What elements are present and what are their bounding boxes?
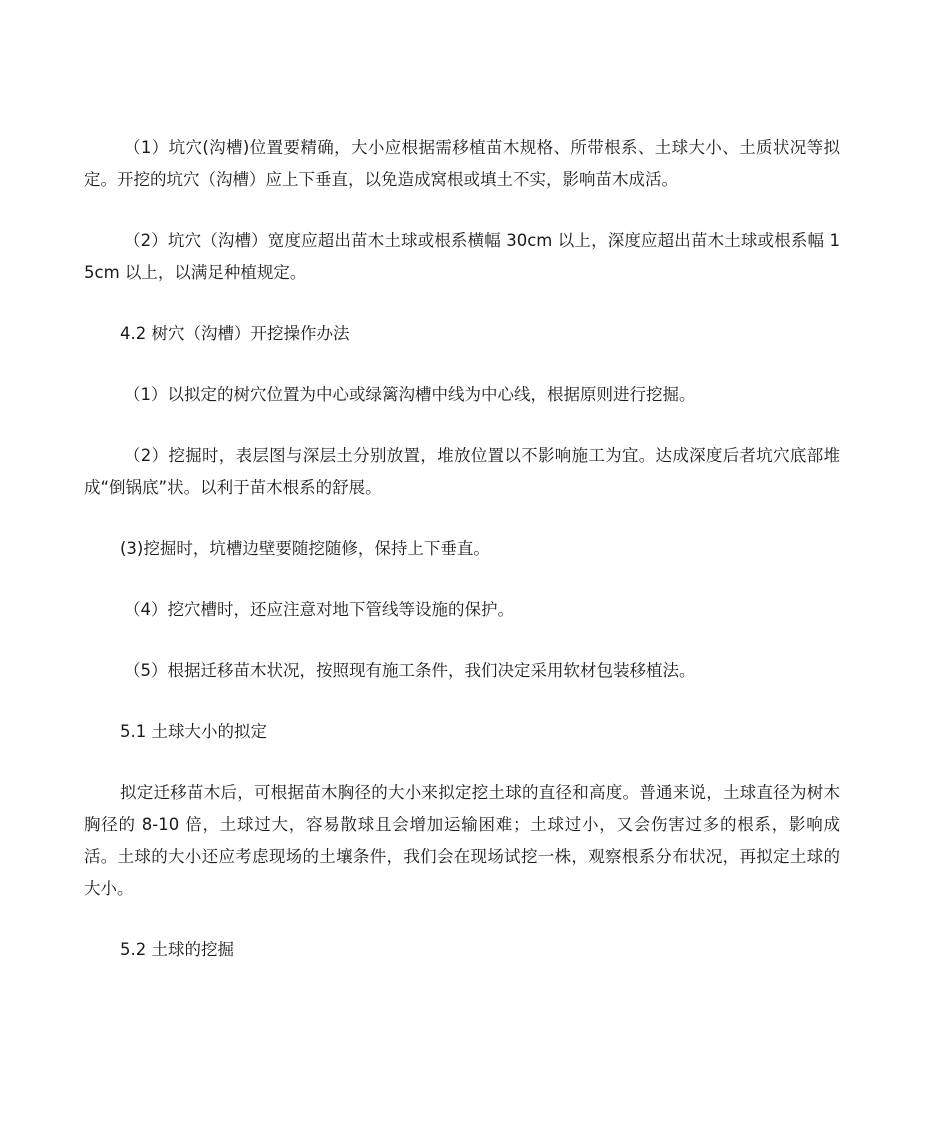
paragraph-pit-width: （2）坑穴（沟槽）宽度应超出苗木土球或根系横幅 30cm 以上，深度应超出苗木土球或根系幅 15cm 以上，以满足种植规定。 bbox=[84, 231, 840, 282]
paragraph-soil-ball-size: 拟定迁移苗木后，可根据苗木胸径的大小来拟定挖土球的直径和高度。普通来说，土球直径为树木胸径的 8-10 倍，土球过大，容易散球且会增加运输困难；土球过小，又会伤害过多的根系，影响成活。土球的大小还应考虑现场的土壤条件，我们会在现场试挖一株，观察根系分布状况，再拟定土球的大小。 bbox=[84, 783, 840, 898]
heading-4-2: 4.2 树穴（沟槽）开挖操作办法 bbox=[120, 324, 350, 343]
paragraph-pit-position: （1）坑穴(沟槽)位置要精确，大小应根据需移植苗木规格、所带根系、土球大小、土质状况等拟定。开挖的坑穴（沟槽）应上下垂直，以免造成窝根或填土不实，影响苗木成活。 bbox=[84, 138, 840, 189]
heading-5-1: 5.1 土球大小的拟定 bbox=[120, 722, 267, 741]
document-page bbox=[84, 132, 840, 995]
heading-5-2: 5.2 土球的挖掘 bbox=[120, 940, 234, 959]
paragraph-dig-wall: (3)挖掘时，坑槽边壁要随挖随修，保持上下垂直。 bbox=[120, 539, 490, 558]
paragraph-dig-soil: （2）挖掘时，表层图与深层土分别放置，堆放位置以不影响施工为宜。达成深度后者坑穴底部堆成“倒锅底”状。以利于苗木根系的舒展。 bbox=[84, 446, 840, 497]
paragraph-soft-wrap: （5）根据迁移苗木状况，按照现有施工条件，我们决定采用软材包装移植法。 bbox=[124, 661, 696, 680]
paragraph-pipeline-protect: （4）挖穴槽时，还应注意对地下管线等设施的保护。 bbox=[124, 600, 514, 619]
paragraph-dig-center: （1）以拟定的树穴位置为中心或绿篱沟槽中线为中心线，根据原则进行挖掘。 bbox=[124, 385, 696, 404]
